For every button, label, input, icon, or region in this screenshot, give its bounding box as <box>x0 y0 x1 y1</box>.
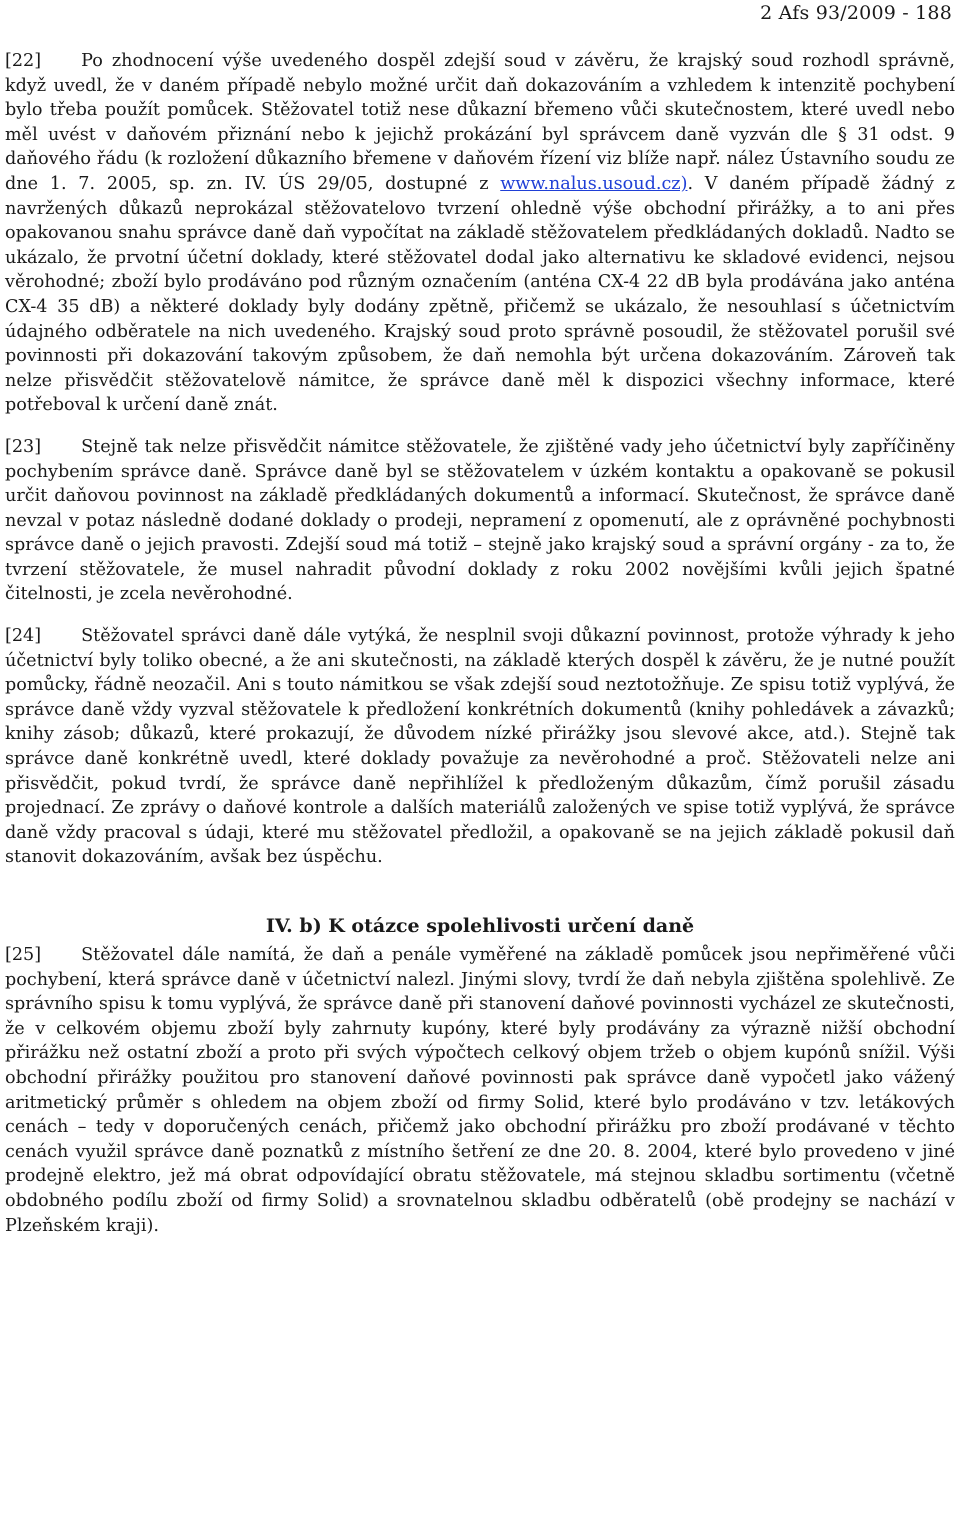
section-heading: IV. b) K otázce spolehlivosti určení daně <box>265 915 695 937</box>
paragraph-number: [25] <box>5 945 42 965</box>
case-reference: 2 Afs 93/2009 - 188 <box>760 2 952 24</box>
paragraph-text: Stěžovatel dále namítá, že daň a penále vyměřené na základě pomůcek jsou nepřiměřené vůči pochybení, která správce daně v účetnictví nalezl. Jinými slovy, tvrdí že daň nebyla zjištěna spolehlivě. Ze správního spisu k tomu vyplývá, že správce daně při stanovení daňové povinnosti vycházel ze skutečnosti, že v celkovém objemu zboží byly zahrnuty kupóny, které byly prodávány za výrazně nižší obchodní přirážku než ostatní zboží a proto při svých výpočtech celkový objem tržeb o objem kupónů snížil. Výši obchodní přirážky použitou pro stanovení daňové povinnosti pak správce daně vypočetl jako vážený aritmetický průměr s ohledem na objem zboží od firmy Solid, které bylo prodáváno v tzv. letákových cenách – tedy v doporučených cenách, přičemž jako obchodní přirážku pro zboží prodávané v těchto cenách využil správce daně poznatků z místního šetření ze dne 20. 8. 2004, které bylo provedeno v jiné prodejně elektro, jež má obrat odpovídající obratu stěžovatele, má stejnou skladbu sortimentu (včetně obdobného podílu zboží od firmy Solid) a srovnatelnou skladbu odběratelů (obě prodejny se nachází v Plzeňském kraji). <box>5 945 955 1236</box>
paragraph-25 <box>5 943 955 1238</box>
paragraph-text: Stěžovatel správci daně dále vytýká, že nesplnil svoji důkazní povinnost, protože výhrady k jeho účetnictví byly toliko obecné, a že ani skutečnosti, na základě kterých dospěl k závěru, že je nutné použít pomůcky, řádně neozačil. Ani s touto námitkou se však zdejší soud neztotožňuje. Ze spisu totiž vyplývá, že správce daně vždy vyzval stěžovatele k předložení konkrétních dokumentů (knihy pohledávek a závazků; knihy zásob; důkazů, které prokazují, že důvodem nízké přirážky jsou slevové akce, atd.). Stejně tak správce daně konkrétně uvedl, které doklady považuje za nevěrohodné a proč. Stěžovateli nelze ani přisvědčit, pokud tvrdí, že správce daně nepřihlížel k předloženým důkazům, čímž porušil zásadu projednací. Ze zprávy o daňové kontrole a dalších materiálů založených ve spise totiž vyplývá, že správce daně vždy pracoval s údaji, které mu stěžovatel předložil, a opakovaně se na jejich základě pokusil daň stanovit dokazováním, avšak bez úspěchu. <box>5 626 955 868</box>
nalus-link[interactable]: www.nalus.usoud.cz) <box>500 173 688 194</box>
paragraph-23 <box>5 435 955 607</box>
paragraph-text-continued: . V daném případě žádný z navržených důkazů neprokázal stěžovatelovo tvrzení ohledně výše obchodní přirážky, a to ani přes opakovanou snahu správce daně daň vypočítat na základě stěžovatelem předkládaných dokladů. Nadto se ukázalo, že prvotní účetní doklady, které stěžovatel dodal jako alternativu ke skladové evidenci, nejsou věrohodné; zboží bylo prodáváno pod různým označením (anténa CX-4 22 dB byla prodávána jako anténa CX-4 35 dB) a některé doklady byly dodány zpětně, přičemž se ukázalo, že nesouhlasí s účetnictvím údajného odběratele na nich uvedeného. Krajský soud proto správně posoudil, že stěžovatel porušil své povinnosti při dokazování takovým způsobem, že daň nemohla být určena dokazováním. Zároveň tak nelze přisvědčit stěžovatelově námitce, že správce daně měl k dispozici všechny informace, které potřeboval k určení daně znát. <box>5 173 955 416</box>
paragraph-text: Po zhodnocení výše uvedeného dospěl zdejší soud v závěru, že krajský soud rozhodl správně, když uvedl, že v daném případě nebylo možné určit daň dokazováním a vzhledem k intenzitě pochybení bylo třeba použít pomůcek. Stěžovatel totiž nese důkazní břemeno vůči skutečnostem, které uvedl nebo měl uvést v daňovém přiznání nebo k jejichž prokázání byl správcem daně vyzván dle § 31 odst. 9 daňového řádu (k rozložení důkazního břemene v daňovém řízení viz blíže např. nález Ústavního soudu ze dne 1. 7. 2005, sp. zn. IV. ÚS 29/05, dostupné z <box>5 51 955 194</box>
paragraph-24 <box>5 624 955 870</box>
paragraph-number: [22] <box>5 51 42 71</box>
paragraph-number: [24] <box>5 626 42 647</box>
paragraph-number: [23] <box>5 436 42 457</box>
paragraph-text: Stejně tak nelze přisvědčit námitce stěžovatele, že zjištěné vady jeho účetnictví byly zapříčiněny pochybením správce daně. Správce daně byl se stěžovatelem v úzkém kontaktu a opakovaně se pokusil určit daňovou povinnost na základě předkládaných dokumentů a informací. Skutečnost, že správce daně nevzal v potaz následně dodané doklady o prodeji, nepramení z opomenutí, ale z oprávněné pochybnosti správce daně o jejich pravosti. Zdejší soud má totiž – stejně jako krajský soud a správní orgány - za to, že tvrzení stěžovatele, že musel nahradit původní doklady z roku 2002 novějšími kvůli jejich špatné čitelnosti, je zcela nevěrohodné. <box>5 436 955 605</box>
paragraph-22 <box>5 49 955 418</box>
document-body <box>5 49 955 1255</box>
